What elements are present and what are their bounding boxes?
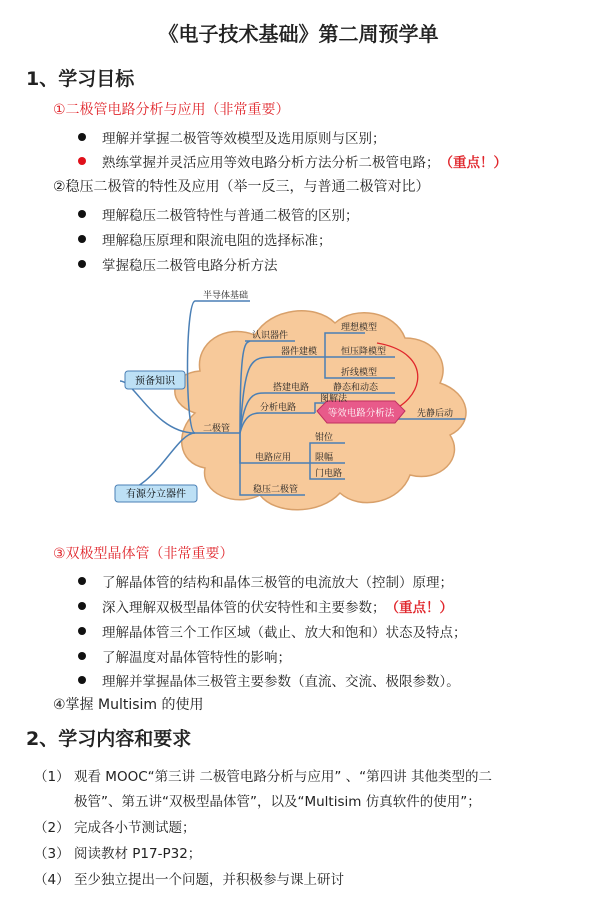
mindmap-ideal: 理想模型: [341, 323, 378, 333]
mindmap-prereq: 预备知识: [135, 376, 175, 387]
goal2-bullet-1: 理解稳压二极管特性与普通二极管的区别；: [78, 204, 359, 224]
mindmap-center: 二极管: [203, 424, 231, 434]
mindmap-build-circuit: 搭建电路: [273, 383, 310, 393]
mindmap-limit: 限幅: [315, 453, 334, 463]
goal3-bullet-5: 理解并掌握晶体三极管主要参数（直流、交流、极限参数）。: [78, 670, 460, 690]
goal1-bullet-2: 熟练掌握并灵活应用等效电路分析方法分析二极管电路； （重点！）: [78, 151, 507, 171]
mindmap-active-devices: 有源分立器件: [126, 489, 186, 500]
goal4-title: ④掌握 Multisim 的使用: [53, 697, 204, 713]
goal2-bullet-3: 掌握稳压二极管电路分析方法: [78, 254, 278, 274]
bullet-dot-icon: [78, 210, 86, 218]
goal3-title: ③双极型晶体管（非常重要）: [53, 546, 234, 562]
goal3-bullet-3: 理解晶体管三个工作区域（截止、放大和饱和）状态及特点；: [78, 621, 467, 641]
list-item: （3） 阅读教材 P17-P32；: [34, 846, 202, 862]
mindmap-model-build: 器件建模: [281, 347, 318, 357]
mindmap-recognize: 认识器件: [252, 331, 289, 341]
section2-heading: 2、学习内容和要求: [26, 728, 192, 750]
section1-heading: 1、学习目标: [26, 68, 135, 90]
bullet-dot-icon: [78, 235, 86, 243]
goal3-bullet-4: 了解温度对晶体管特性的影响；: [78, 646, 291, 666]
goal2-bullet-2: 理解稳压原理和限流电阻的选择标准；: [78, 229, 332, 249]
bullet-dot-icon: [78, 577, 86, 585]
mindmap-analyze: 分析电路: [260, 403, 297, 413]
mindmap-gate: 门电路: [315, 469, 343, 479]
bullet-dot-icon: [78, 676, 86, 684]
goal2-title: ②稳压二极管的特性及应用（举一反三，与普通二极管对比）: [53, 179, 430, 195]
mindmap-application: 电路应用: [255, 453, 292, 463]
mindmap-diagram: [95, 283, 495, 528]
mindmap-graphic: 图解法: [320, 394, 348, 404]
emphasis-label: （重点！）: [439, 155, 507, 171]
goal3-bullet-1: 了解晶体管的结构和晶体三极管的电流放大（控制）原理；: [78, 571, 453, 591]
page-title: 《电子技术基础》第二周预学单: [158, 22, 439, 46]
goal1-bullet-1: 理解并掌握二极管等效模型及选用原则与区别；: [78, 127, 386, 147]
mindmap-piecewise: 折线模型: [341, 368, 378, 378]
list-item: （4） 至少独立提出一个问题，并积极参与课上研讨: [34, 872, 344, 888]
mindmap-constant-drop: 恒压降模型: [341, 347, 387, 357]
bullet-dot-icon: [78, 627, 86, 635]
bullet-dot-icon: [78, 602, 86, 610]
mindmap-static-first: 先静后动: [417, 409, 454, 419]
bullet-dot-icon: [78, 157, 86, 165]
list-item: （2） 完成各小节测试题；: [34, 820, 196, 836]
mindmap-static-dynamic: 静态和动态: [333, 383, 379, 393]
list-item-continuation: 极管”、第五讲“双极型晶体管”，以及“Multisim 仿真软件的使用”；: [74, 794, 481, 810]
mindmap-semiconductor: 半导体基础: [203, 291, 249, 301]
list-item: （1） 观看 MOOC“第三讲 二极管电路分析与应用” 、“第四讲 其他类型的二: [34, 769, 492, 785]
bullet-dot-icon: [78, 133, 86, 141]
goal3-bullet-2: 深入理解双极型晶体管的伏安特性和主要参数； （重点！）: [78, 596, 453, 616]
bullet-dot-icon: [78, 652, 86, 660]
bullet-dot-icon: [78, 260, 86, 268]
mindmap-equivalent: 等效电路分析法: [327, 408, 395, 419]
emphasis-label: （重点！）: [385, 600, 453, 616]
mindmap-clamp: 钳位: [315, 433, 334, 443]
goal1-title: ①二极管电路分析与应用（非常重要）: [53, 102, 290, 118]
mindmap-zener: 稳压二极管: [253, 485, 299, 495]
